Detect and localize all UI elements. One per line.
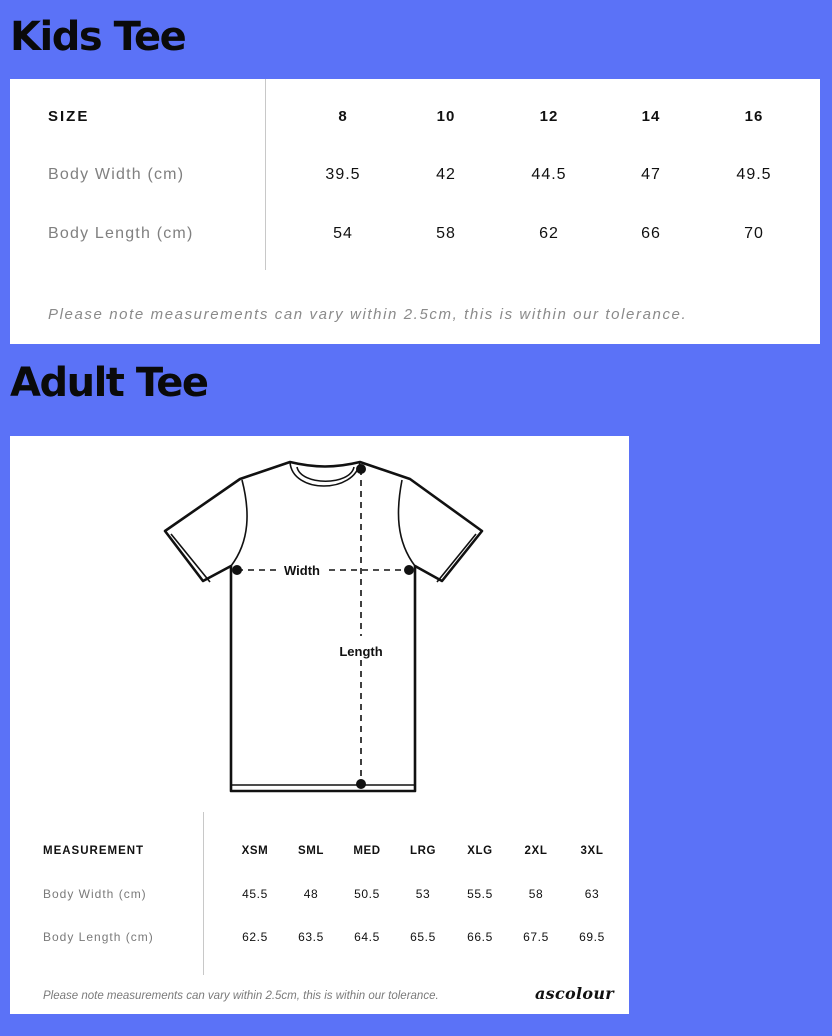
body-length-cell: 66	[641, 225, 661, 242]
body-length-cell: 63.5	[298, 930, 324, 944]
row-label-body-width: Body Width (cm)	[43, 887, 147, 901]
collar-inner	[297, 467, 354, 481]
size-col-header: SML	[297, 845, 325, 857]
right-armhole	[398, 480, 415, 566]
body-length-cell: 62.5	[242, 930, 268, 944]
body-length-cell: 58	[436, 225, 456, 242]
tshirt-outline	[165, 462, 482, 791]
body-length-cell: 70	[744, 225, 764, 242]
size-col-header: 16	[744, 108, 764, 125]
body-width-cell: 39.5	[325, 166, 361, 183]
body-length-cell: 62	[539, 225, 559, 242]
size-col-header: XSM	[241, 845, 269, 857]
body-length-cell: 54	[333, 225, 353, 242]
brand-logo: ascolour	[535, 984, 615, 1003]
row-label-body-length: Body Length (cm)	[48, 225, 194, 242]
kids-size-chart	[10, 79, 820, 344]
row-label-body-width: Body Width (cm)	[48, 166, 185, 183]
width-label: Width	[284, 563, 320, 578]
size-col-header: LRG	[409, 845, 437, 857]
width-point-right	[404, 565, 414, 575]
size-col-header: XLG	[467, 845, 493, 857]
size-col-header: 12	[539, 108, 559, 125]
column-divider	[203, 812, 204, 975]
size-col-header: 3XL	[580, 845, 604, 857]
tolerance-note: Please note measurements can vary within 2.5cm, this is within our tolerance.	[43, 990, 439, 1002]
size-header-label: SIZE	[48, 108, 90, 125]
body-width-cell: 63	[584, 887, 600, 901]
body-width-cell: 45.5	[242, 887, 268, 901]
measurement-header-label: MEASUREMENT	[43, 845, 145, 857]
size-col-header: 14	[641, 108, 661, 125]
size-col-header: 8	[338, 108, 348, 125]
body-width-cell: 44.5	[531, 166, 567, 183]
length-point-top	[356, 464, 366, 474]
right-sleeve-hem	[437, 534, 476, 582]
left-sleeve-hem	[171, 534, 210, 582]
body-width-cell: 58	[528, 887, 544, 901]
left-armhole	[231, 480, 247, 566]
tshirt-diagram	[10, 436, 629, 806]
body-width-cell: 48	[303, 887, 319, 901]
adult-tee-heading: Adult Tee	[10, 360, 208, 406]
body-length-cell: 66.5	[467, 930, 493, 944]
size-col-header: 2XL	[524, 845, 548, 857]
adult-size-chart	[10, 436, 629, 1014]
body-width-cell: 53	[415, 887, 431, 901]
body-width-cell: 50.5	[354, 887, 380, 901]
column-divider	[265, 79, 266, 270]
row-label-body-length: Body Length (cm)	[43, 930, 154, 944]
body-width-cell: 47	[641, 166, 661, 183]
body-width-cell: 55.5	[467, 887, 493, 901]
length-label: Length	[339, 644, 383, 659]
length-point-bottom	[356, 779, 366, 789]
size-col-header: MED	[353, 845, 381, 857]
size-col-header: 10	[436, 108, 456, 125]
tolerance-note: Please note measurements can vary within 2.5cm, this is within our tolerance.	[48, 306, 688, 323]
body-length-cell: 64.5	[354, 930, 380, 944]
body-width-cell: 42	[436, 166, 456, 183]
body-length-cell: 69.5	[579, 930, 605, 944]
kids-tee-heading: Kids Tee	[10, 14, 186, 60]
body-length-cell: 65.5	[410, 930, 436, 944]
body-width-cell: 49.5	[736, 166, 772, 183]
body-length-cell: 67.5	[523, 930, 549, 944]
width-point-left	[232, 565, 242, 575]
